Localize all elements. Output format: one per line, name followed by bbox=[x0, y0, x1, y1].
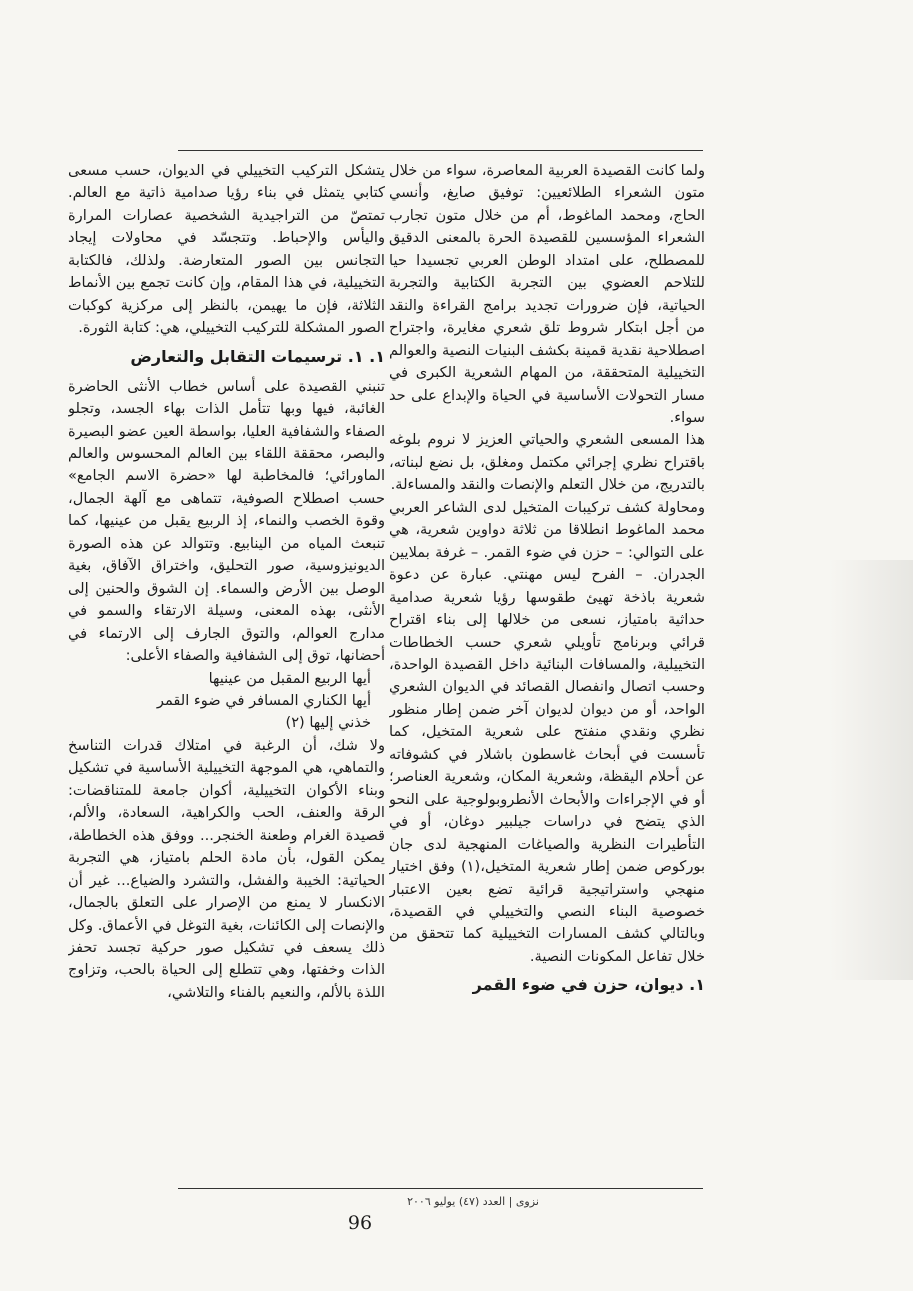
bottom-rule bbox=[178, 1188, 703, 1189]
page-number: 96 bbox=[347, 1212, 373, 1234]
running-footer: نزوى | العدد (٤٧) يوليو ٢٠٠٦ bbox=[407, 1195, 539, 1208]
poem-line: أيها الكناري المسافر في ضوء القمر bbox=[156, 691, 371, 709]
paragraph: ولا شك، أن الرغبة في امتلاك قدرات التناسخ والتماهي، هي الموجهة التخييلية الأساسية في تشكيل وبناء الأكوان التخييلية، أكوان جامعة للمتناقضات: الرقة والعنف، الحب والكراهية، السعادة، والألم، قصيدة الغرام وطعنة الخنجر... ووفق هذه الخطاطة، يمكن القول، بأن مادة الحلم بامتياز، هي التجربة الحياتية: الخيبة والفشل، والتشرد والضياع... غير أن الانكسار لا يمنع من الإصرار على التعلق بالجمال، والإنصات إلى الكائنات، بغية التوغل في الأعماق. وكل ذلك يسعف في تشكيل صور حركية تجسد تحفز الذات وخفتها، وهي تتطلع إلى الحياة بالحب، وتزاوج اللذة بالألم، والنعيم بالفناء والتلاشي، bbox=[68, 736, 385, 1001]
paragraph: هذا المسعى الشعري والحياتي العزيز لا نروم بلوغه باقتراح نظري إجرائي مكتمل ومغلق، بل نضع لبناته، بالتدريج، من خلال التعلم والإنصات والنقد والمساءلة. bbox=[389, 431, 705, 494]
left-column bbox=[68, 160, 385, 1180]
scan-edge-shadow bbox=[828, 560, 913, 980]
poem-line: خذني إليها (٢) bbox=[285, 714, 371, 732]
subsection-heading: ١. ١. ترسيمات التقابل والتعارض bbox=[130, 346, 385, 366]
paragraph: ولما كانت القصيدة العربية المعاصرة، سواء من خلال متون الشعراء الطلائعيين: توفيق صايغ، وأنسي الحاج، ومحمد الماغوط، أم من خلال متون تجارب الشعراء المؤسسين للقصيدة الحرة بالمعنى الدقيق للمصطلح، على امتداد الوطن العربي تجسيدا حيا للتلاحم العضوي بين التجربة الكتابية والتجربة الحياتية، فإن ضرورات تجديد برامج القراءة والنقد من أجل ابتكار شروط تلق شعري مغايرة، واجتراح اصطلاحية نقدية قمينة بكشف البنيات النصية والعوالم التخييلية المتحققة، من المهام الشعرية الكبرى في مسار التحولات الأساسية في الحياة والإبداع على حد سواء. bbox=[389, 162, 705, 426]
right-column bbox=[389, 160, 705, 1180]
paragraph: ومحاولة كشف تركيبات المتخيل لدى الشاعر العربي محمد الماغوط انطلاقا من ثلاثة دواوين شعرية، هي على التوالي: – حزن في ضوء القمر. – غرفة بملايين الجدران. – الفرح ليس مهنتي. عبارة عن دعوة شعرية باذخة تهيئ طقوسها رؤيا شعرية صدامية حداثية بامتياز، نسعى من خلالها إلى بناء اقتراح قرائي وبرنامج تأويلي شعري حسب الخطاطات التخييلية، والمسافات البنائية داخل القصيدة الواحدة، وحسب اتصال وانفصال القصائد في الديوان الشعري الواحد، أو من ديوان لديوان آخر ضمن إطار منظور نظري ونقدي منفتح على شعرية المتخيل، كما تأسست في أبحاث غاسطون باشلار في كشوفاته عن أحلام اليقظة، وشعرية المكان، وشعرية العناصر؛ أو في الإجراءات والأبحاث الأنطروبولوجية على النحو الذي يتضح في دراسات جيلبير دوغان، أو في التأطيرات النظرية والصياغات المنهجية لدى جان بوركوص ضمن إطار شعرية المتخيل،(١) وفق اختيار منهجي واستراتيجية قرائية تضع بعين الاعتبار خصوصية البناء النصي والتخييلي في القصيدة، وبالتالي كشف المسارات التخييلية كما تتحقق من خلال تفاعل المكونات النصية. bbox=[389, 498, 705, 965]
paragraph: يتشكل التركيب التخييلي في الديوان، حسب مسعى كتابي يتمثل في بناء رؤيا صدامية ذاتية مع العالم. تمتصّ من التراجيدية الشخصية عصارات المرارة واليأس والإحباط. وتتجسّد في محاولات إيجاد التجانس بين الصور المتعارضة. ولذلك، فالكتابة التخييلية، في هذا المقام، وإن كانت تجمع بين الأنماط الثلاثة، فإن ما يهيمن، بالنظر إلى مركزية كوكبات الصور المشكلة للتركيب التخييلي، هي: كتابة الثورة. bbox=[68, 162, 385, 337]
poem-quote bbox=[68, 668, 385, 735]
paragraph: تنبني القصيدة على أساس خطاب الأنثى الحاضرة الغائبة، فيها وبها تتأمل الذات بهاء الجسد، وتجلو الصفاء والشفافية العليا، بواسطة العين عضو البصيرة والبصر، محققة اللقاء بين العالم المحسوس والعالم الماورائي؛ فالمخاطبة لها «حضرة الاسم الجامع» حسب اصطلاح الصوفية، تتماهى مع آلهة الجمال، وقوة الخصب والنماء، إذ الربيع يقبل من عينيها، كما تنبعث المياه من الينابيع. وتتوالد عن هذه الصورة الديونيزوسية، صور التحليق، واختراق الآفاق، بغية الوصل بين الأرض والسماء. إن الشوق والحنين إلى الأنثى، بهذه المعنى، وسيلة الارتقاء والسمو في مدارج العوالم، والتوق الجارف إلى الارتماء في أحضانها، توق إلى الشفافية والصفاء الأعلى: bbox=[68, 377, 385, 665]
poem-line: أيها الربيع المقبل من عينيها bbox=[208, 669, 371, 687]
top-rule bbox=[178, 150, 703, 151]
section-heading: ١. ديوان، حزن في ضوء القمر bbox=[472, 975, 705, 995]
